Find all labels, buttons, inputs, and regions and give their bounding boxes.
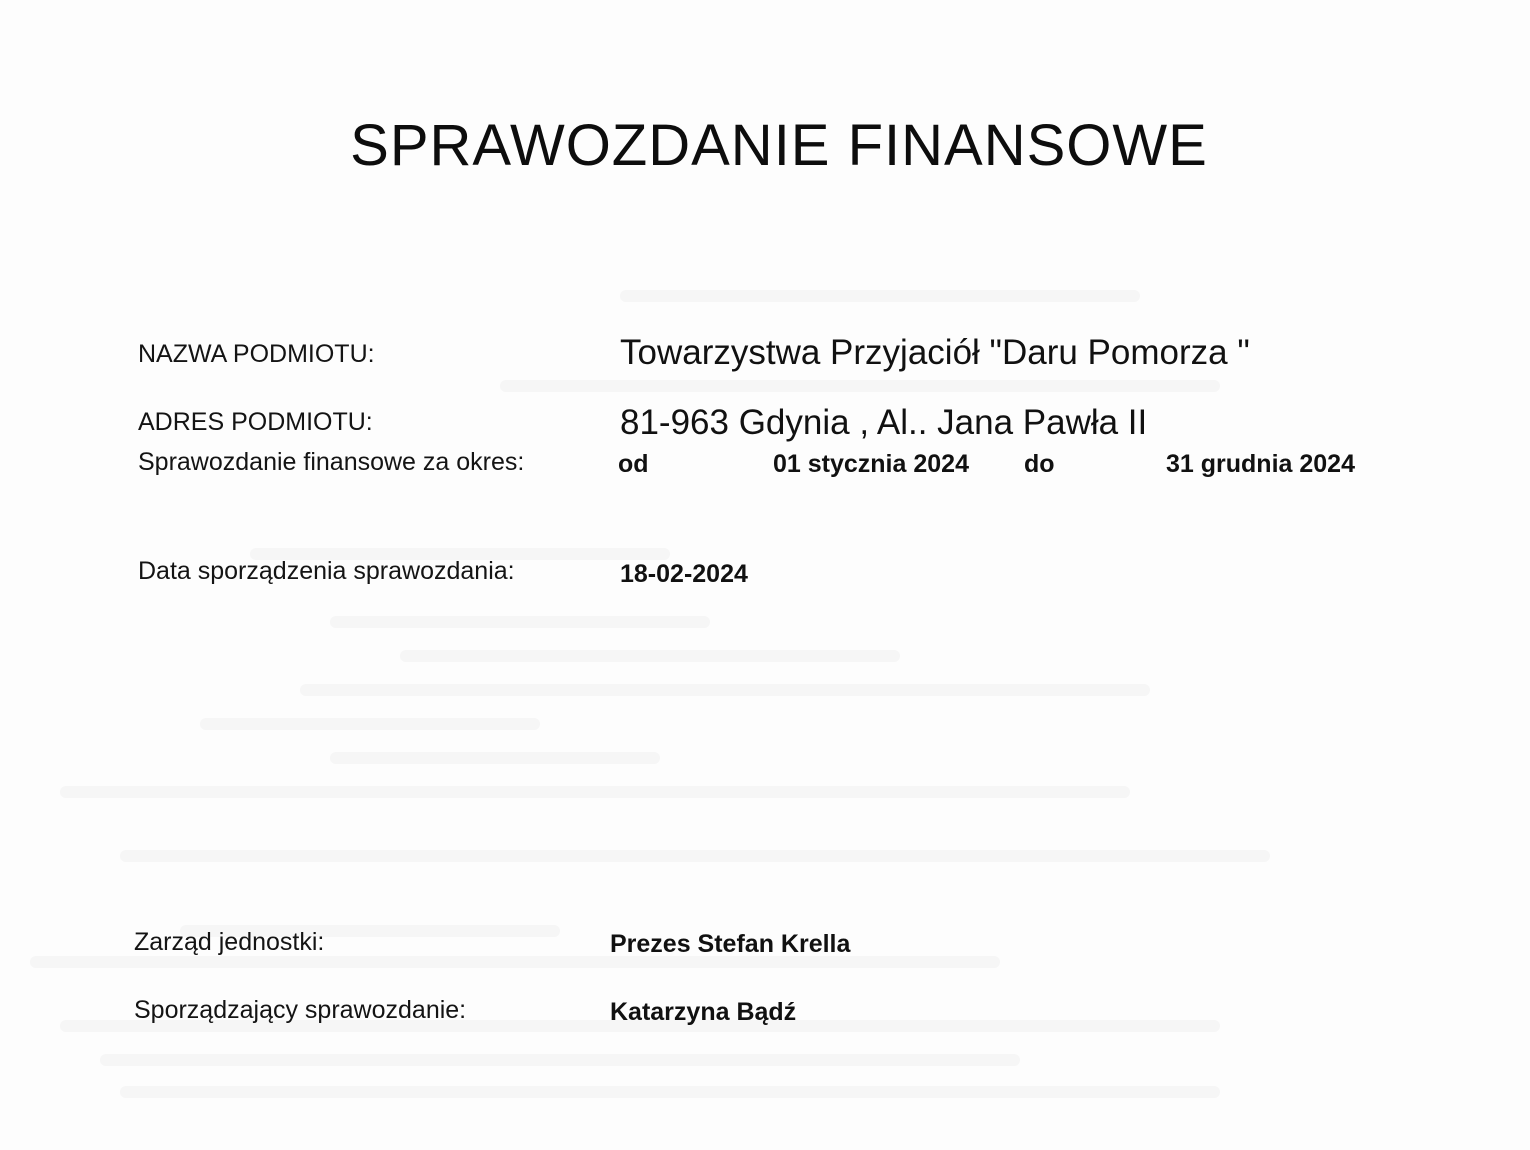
bleed-through-line (120, 1086, 1220, 1098)
bleed-through-line (330, 616, 710, 628)
prepared-date-label: Data sporządzenia sprawozdania: (138, 557, 515, 585)
bleed-through-line (500, 380, 1220, 392)
board-label: Zarząd jednostki: (134, 928, 325, 956)
bleed-through-line (400, 650, 900, 662)
period-from-date: 01 stycznia 2024 (773, 450, 969, 478)
preparer-value: Katarzyna Bądź (610, 998, 797, 1026)
bleed-through-line (300, 684, 1150, 696)
bleed-through-line (100, 1054, 1020, 1066)
period-label: Sprawozdanie finansowe za okres: (138, 448, 525, 476)
entity-address-value: 81-963 Gdynia , Al.. Jana Pawła II (620, 403, 1148, 442)
bleed-through-line (200, 718, 540, 730)
bleed-through-line (60, 786, 1130, 798)
entity-name-value: Towarzystwa Przyjaciół "Daru Pomorza " (620, 333, 1250, 372)
bleed-through-line (120, 850, 1270, 862)
entity-name-label: NAZWA PODMIOTU: (138, 340, 375, 368)
document-title: SPRAWOZDANIE FINANSOWE (350, 113, 1208, 178)
bleed-through-line (30, 956, 1000, 968)
preparer-label: Sporządzający sprawozdanie: (134, 996, 467, 1024)
prepared-date-value: 18-02-2024 (620, 560, 748, 588)
period-to-word: do (1024, 450, 1055, 478)
board-value: Prezes Stefan Krella (610, 930, 851, 958)
period-from-word: od (618, 450, 649, 478)
period-to-date: 31 grudnia 2024 (1166, 450, 1355, 478)
bleed-through-line (620, 290, 1140, 302)
bleed-through-line (330, 752, 660, 764)
entity-address-label: ADRES PODMIOTU: (138, 408, 373, 436)
